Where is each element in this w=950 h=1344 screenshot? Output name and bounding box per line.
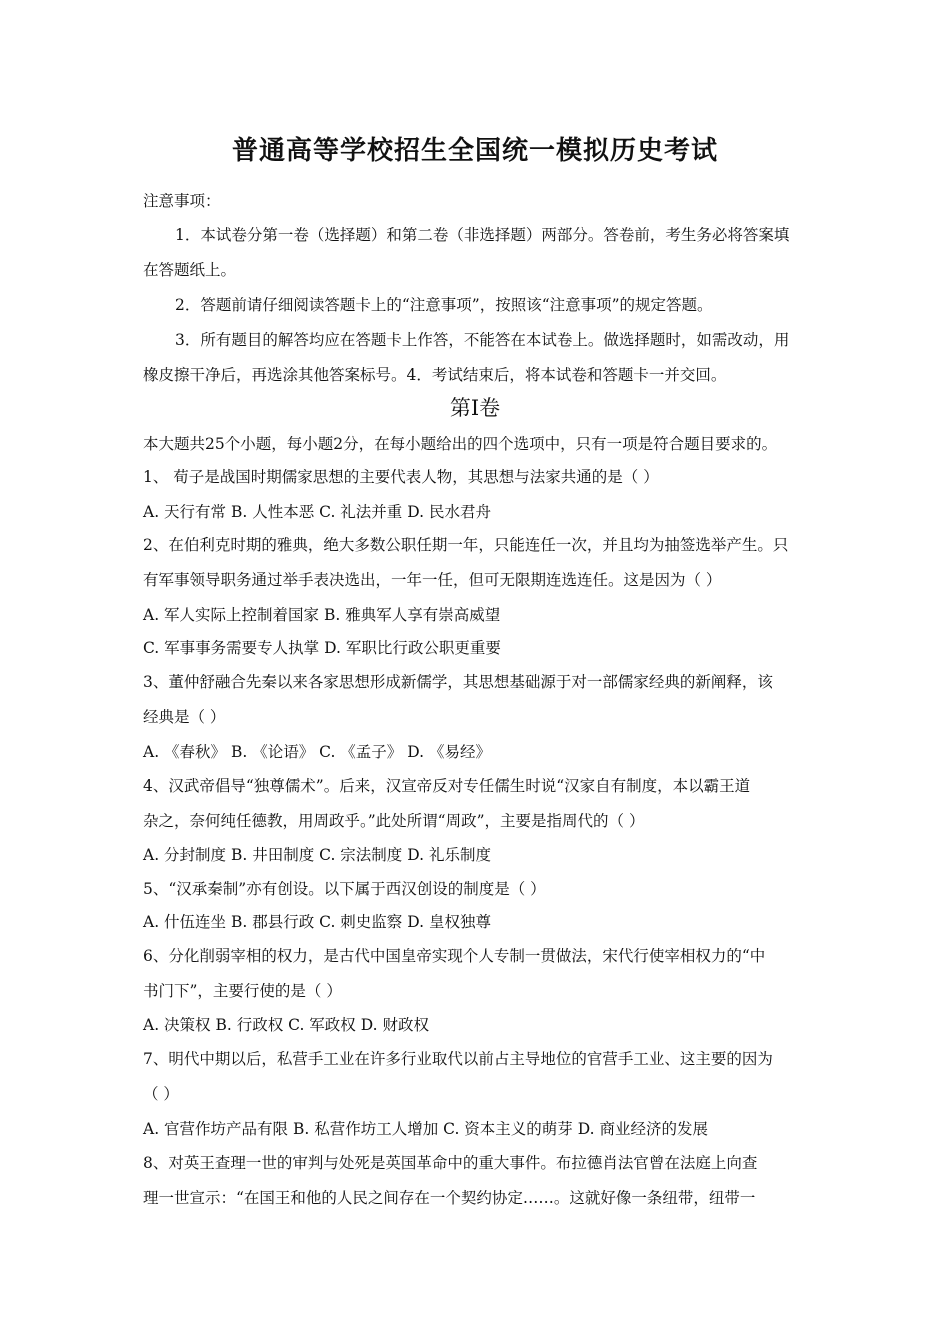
question-line: 杂之，奈何纯任德教，用周政乎。”此处所谓“周政”，主要是指周代的（ ） [143, 812, 645, 830]
question-line: 3、董仲舒融合先秦以来各家思想形成新儒学，其思想基础源于对一部儒家经典的新阐释，该 [143, 673, 773, 691]
question-line: 4、汉武帝倡导“独尊儒术”。后来，汉宣帝反对专任儒生时说“汉家自有制度，本以霸王道 [143, 777, 751, 795]
question-line: 5、“汉承秦制”亦有创设。以下属于西汉创设的制度是（ ） [143, 880, 546, 898]
question-line: A. 分封制度 B. 井田制度 C. 宗法制度 D. 礼乐制度 [143, 846, 491, 864]
notice-line: 在答题纸上。 [143, 261, 237, 279]
question-line: A. 决策权 B. 行政权 C. 军政权 D. 财政权 [143, 1016, 429, 1034]
section-intro: 本大题共25个小题，每小题2分，在每小题给出的四个选项中，只有一项是符合题目要求的。 [143, 435, 778, 453]
question-line: A. 什伍连坐 B. 郡县行政 C. 刺史监察 D. 皇权独尊 [143, 913, 491, 931]
question-line: 理一世宣示：“在国王和他的人民之间存在一个契约协定……。这就好像一条纽带，纽带一 [143, 1189, 756, 1207]
section-title: 第Ⅰ卷 [449, 396, 501, 420]
question-line: 书门下”，主要行使的是（ ） [143, 982, 342, 1000]
notice-line: 1．本试卷分第一卷（选择题）和第二卷（非选择题）两部分。答卷前，考生务必将答案填 [175, 226, 790, 244]
question-line: （ ） [143, 1085, 179, 1103]
notice-line: 3．所有题目的解答均应在答题卡上作答，不能答在本试卷上。做选择题时，如需改动，用 [175, 331, 790, 349]
question-line: 7、明代中期以后，私营手工业在许多行业取代以前占主导地位的官营手工业、这主要的因为 [143, 1050, 773, 1068]
question-line: 1、 荀子是战国时期儒家思想的主要代表人物，其思想与法家共通的是（ ） [143, 468, 659, 486]
question-line: A. 《春秋》 B. 《论语》 C. 《孟子》 D. 《易经》 [143, 743, 491, 761]
question-line: 经典是（ ） [143, 708, 226, 726]
notice-heading: 注意事项： [143, 192, 221, 210]
question-line: A. 天行有常 B. 人性本恶 C. 礼法并重 D. 民水君舟 [143, 503, 491, 521]
exam-title: 普通高等学校招生全国统一模拟历史考试 [231, 136, 718, 166]
notice-line: 橡皮擦干净后，再选涂其他答案标号。4．考试结束后，将本试卷和答题卡一并交回。 [143, 366, 727, 384]
question-line: A. 军人实际上控制着国家 B. 雅典军人享有崇高威望 [143, 606, 501, 624]
notice-line: 2．答题前请仔细阅读答题卡上的“注意事项”，按照该“注意事项”的规定答题。 [175, 296, 713, 314]
question-line: 8、对英王查理一世的审判与处死是英国革命中的重大事件。布拉德肖法官曾在法庭上向查 [143, 1154, 758, 1172]
question-line: 2、在伯利克时期的雅典，绝大多数公职任期一年，只能连任一次，并且均为抽签选举产生。只 [143, 536, 789, 554]
question-line: 有军事领导职务通过举手表决选出，一年一任，但可无限期连选连任。这是因为（ ） [143, 571, 722, 589]
question-line: A. 官营作坊产品有限 B. 私营作坊工人增加 C. 资本主义的萌芽 D. 商业经济的发展 [143, 1120, 708, 1138]
question-line: C. 军事事务需要专人执掌 D. 军职比行政公职更重要 [143, 639, 501, 657]
question-line: 6、分化削弱宰相的权力，是古代中国皇帝实现个人专制一贯做法，宋代行使宰相权力的“中 [143, 947, 766, 965]
